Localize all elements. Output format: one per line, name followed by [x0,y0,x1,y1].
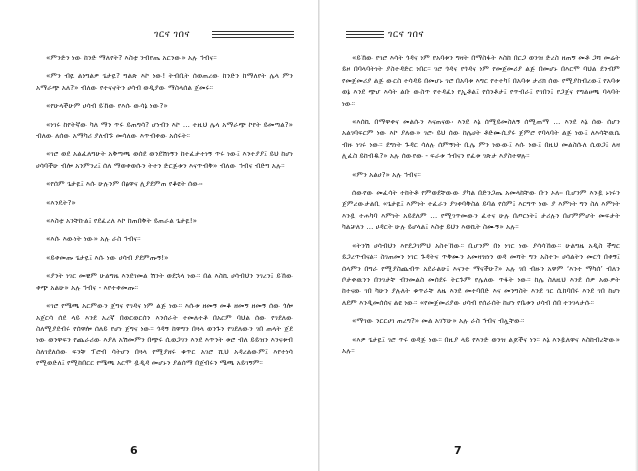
paragraph: «ማገው ንርርሀገ ጠረግ?» መል አገኘሁ» አሉ ራስ ኅብና ብሏቸው። [352,316,525,326]
header-rule [346,31,384,32]
paragraph: «ምን ብዬ ልነግልዎ ጌታዬ? ግልጽ እኮ ነው! ትብቢት ሰወጠረው ከንድን ከማለየት ሌላ ምን አማራጭ አለ?» ብለው የተናኖትን ሀሳብ ወዲያው ማስላሰል ጀመሩ። [36,71,293,92]
paragraph: «ገሮ የሜጫ አርምውን ጀግና የገዳና ነም ልጅ ነው። እሱቱ ዘመኝ መቆ ዘመኝ ዘመኝ ሰው ጎሎ አጀርሳ ሰደ ላይ እንደ አረኛ በወርወርሰን እንሰራት ተመለተቶ በአርም ባህል ሰው የገደለው ስለሚያደብሩ የሰዋሎ ሰለይ የሆነ ጀግና ነው። ጎዳኝ ከዋግን በጓላ ወንጉን የገደለውን ገበ ጠላት ጀደ ነው ወንዋፍን የጨራሪው እያለ አሽመምን በጭሩ ሲወጋገን እንደ እጥንት ቱሮ ብለ ይይዝን እንናቱብ ስለገደለሰው ፍንቹ ፕሮብ ሳትሆን በጓላ የሚያዘሩ ቁጥር አገሮ ሺህ አዳረልውም፤ እየተነሳ የሚወድለ፤ የሚከበርር የሜጫ አርሞ ዷዲዳ መሆኑን ያልሰማ በጀብሩን ሜጫ አይገኝም። [36,301,293,368]
header-rule [212,37,294,38]
paragraph: «ነገሩ ከየትኛው ካለ ማን ጥሩ ይጠግሳ? ሆነብን እኮ … ተዚህ ሌላ አማራጭ ኮየት ይመጣል?» ብለው ለሰው አማካሪ ያለብኙ መሳለው እጥብቀው አሰሩት። [36,119,293,141]
header-rule [346,37,384,38]
paragraph: «እሰኪ በማዋቀና መልሱን እናጠናው፡ እንደ እኔ ሰሚይመስለኝ ሰሚጠማ … እንደ እኔ ሰው ሰሆን አልገባፍርም ነው እኮ ያለው» ገሮ፡ ይህ ሰው ከሌሀት ቶድሙሲያሩ ጀምሮ የባላባት ልጅ ነው፤ ለእሳቸዉሴ ብዙ ነገሩ ነው። ደግነት ጉዳር ሳለሉ ሰምኝነት ቢሌ ምን ነውው፤ እሱ ነው፤ በዚህ መልስሱለ ሲወጋ፤ ለዛ ሊፈስ ይከብዱ?» አሉ ሰውየው - ፍራቱ ኅብናን የፈቱ ገጽታ እያስተዋሉ። [342,117,620,161]
paragraph: «ገሮ ወደ አልፈለግሁት አቅጣጫ ወሰደ ወንደሽነኝን ከተፈታተነኝ ጥሩ ነው፤ እንተያያ፤ ይህ ከሆነ ሀሳባችሁ ብሎ አንምንረ፤ ሰለ ማወቀወሱን ትተን ድርጅቱን እናጥብቅ» ብለው ኅብና ብድግ አሉ። [36,149,293,170]
paragraph: «ምንድን ነው ከንድ ማለየት? እስቲ ንብየጤ አርንው» አሉ ኅብና። [46,53,217,62]
paragraph: «እስቲ አንቸኩል፤ የደፈረለ እኮ ከጠበቅት ይጠራል ጌታዬ!» [46,216,198,226]
left-page-header [36,0,293,52]
paragraph: «እንዴት?» [46,197,76,207]
left-page-body [36,52,293,369]
paragraph: ሰውየው መፈሳት ተከትቶ የምወደቸውው ያካል በድንጋጤ አመላከቸው ቡን ኦለ፡፡ ቢሆንም እንዷ ኑነሩን ጀምረውታልቢ «ጌታዬ፤ እምነት ተፈራን ያገቀባቅስል ይባል የሰም፤ እርግጥ ነው ያ እምነት ግን ስለ እምነት እንዷ ተሐካባ እምነት አይደለም … የሚገጥመውን ፈተና ሁሉ በጦርነት፤ ታሪሉን በሆምምሆት መፍታት ካልቻለን … ሀዳርት ሁሉ ይሆላል፤ እስቲ ይህን እወኪት ስሙኝ» አሉ። [342,188,620,232]
paragraph: «ያንት ነገር መቼም ሁልግዜ እንደገመል ሽንት ወደኋላ ነው። በል እስኪ ሀሳብህን ንገረን፤ ይኸው ቀጭ አልሁ» አሉ ኅብና - እየተቀመጡ። [36,271,293,292]
header-rule [212,31,294,32]
paragraph: «እዎ ጌታዬ፤ ገሮ ጥሩ ወዳጅ ነው። በዚያ ላይ የእንድ ወንዝ ልጆችና ነን። እኔ እንዷለዋና እስከብረቸው» አሉ። [342,334,620,355]
paragraph: «እሱ እውነት ነው» አሉ ራስ ኅብና። [46,234,141,244]
page-number: 6 [130,444,138,457]
right-page-body [342,52,620,356]
paragraph: «የሁላችሁም ሀሳብ ይኸው የእሱ ውሳኔ ነው?» [46,101,168,111]
paragraph: «የሰም ጌታዬ፤ እሱ ሁሉንም በፅዋና ሊያደምጠ የቆዩት ሰው፡፡ [46,179,203,189]
page-number: 7 [454,444,462,457]
paragraph: «ምን አልሀ?» አሉ ኅብና። [352,169,421,179]
paragraph: «ትንሽ ሀሳብህን እየደጋገምህ አስተኸው። ቢሆንም በነ ነገር ነው ያሳሳኸው። ሁልግዜ አዲስ ችግር ይጋረጥብናል። ስገጠመን ነገር ጉዳትና ጥቅሙን አመዛዝነን ወዳ መሻት ግን አስተን፡ ሀሳልትን መርጎ በቀኝ፤ ሰላምን በግራ የሚያስጨብጥ አደራልሁ፤ እናንተ ማናችሁ?» አሉ ገበ ብዙን አዋም ‘እንተ ማካሰ’ ብለን ቦታቀዉንን በንገታቸ ብንመልስ መሰደሩ ትርጉም የሌለው ጥፋት ነው። ከሌ ስለዚህ እንደ ሰዎ አውዎት ከተናው ገበ ካሁን ያሉለት ቁጥራቸ ለዜ እንደ መተባበድ እና መንግስት እንደ ገር ሲከባበሩ እንደ ገበ ከሆነ ለደም እንዲመሰሰና ልዩ ነው። «የመጀመሪያው ሀሳብ የሰራሰት ከሆነ የቤቱን ሀሳብ ሰበ ተንገላታሱ። [342,240,620,307]
running-title: ገርና ገበና [388,29,424,40]
header-rule [346,34,384,35]
header-rule [212,34,294,35]
paragraph: «ይኸው የገሮ እሳት ጎዳና ነም የአባቱን ግዛት በማስፋት እስከ በርጋ ወንዝ ድረስ ዘጠኝ መቶ ጋሻ መሬት ይዞ በባላባትነት ያስተዳድር ነበር። ገሮ ጎዳና የጎዳና ነም የመጀመሪያ ልጅ በመሆኑ በእርሞ ባህል ደንብም የመጀመሪያ ልጅ ውርስ ተሳዳይ በመሆኑ ገሮ በአባቱ እግር የተተካ፣ በአባቱ ታሪክ ሰው የሚያከብረው፤ የአባቱ ወኔ እንደ ጭሆ እሳት ልቡ ውስጥ የተዳፈነ የኢቶል፤ የሰንቶታ፤ የጥብራ፤ የገበን፤ የጋጀና የግልፀጫ ባላባት ነው። [342,53,620,108]
running-title: ገርና ገበና [154,29,190,40]
right-page [319,0,638,471]
right-page-header [342,0,620,52]
paragraph: «ይቀመጡ ጌታዬ፤ እሱ ነው ሀሳብ ያደምጡኝ!» [46,252,169,262]
